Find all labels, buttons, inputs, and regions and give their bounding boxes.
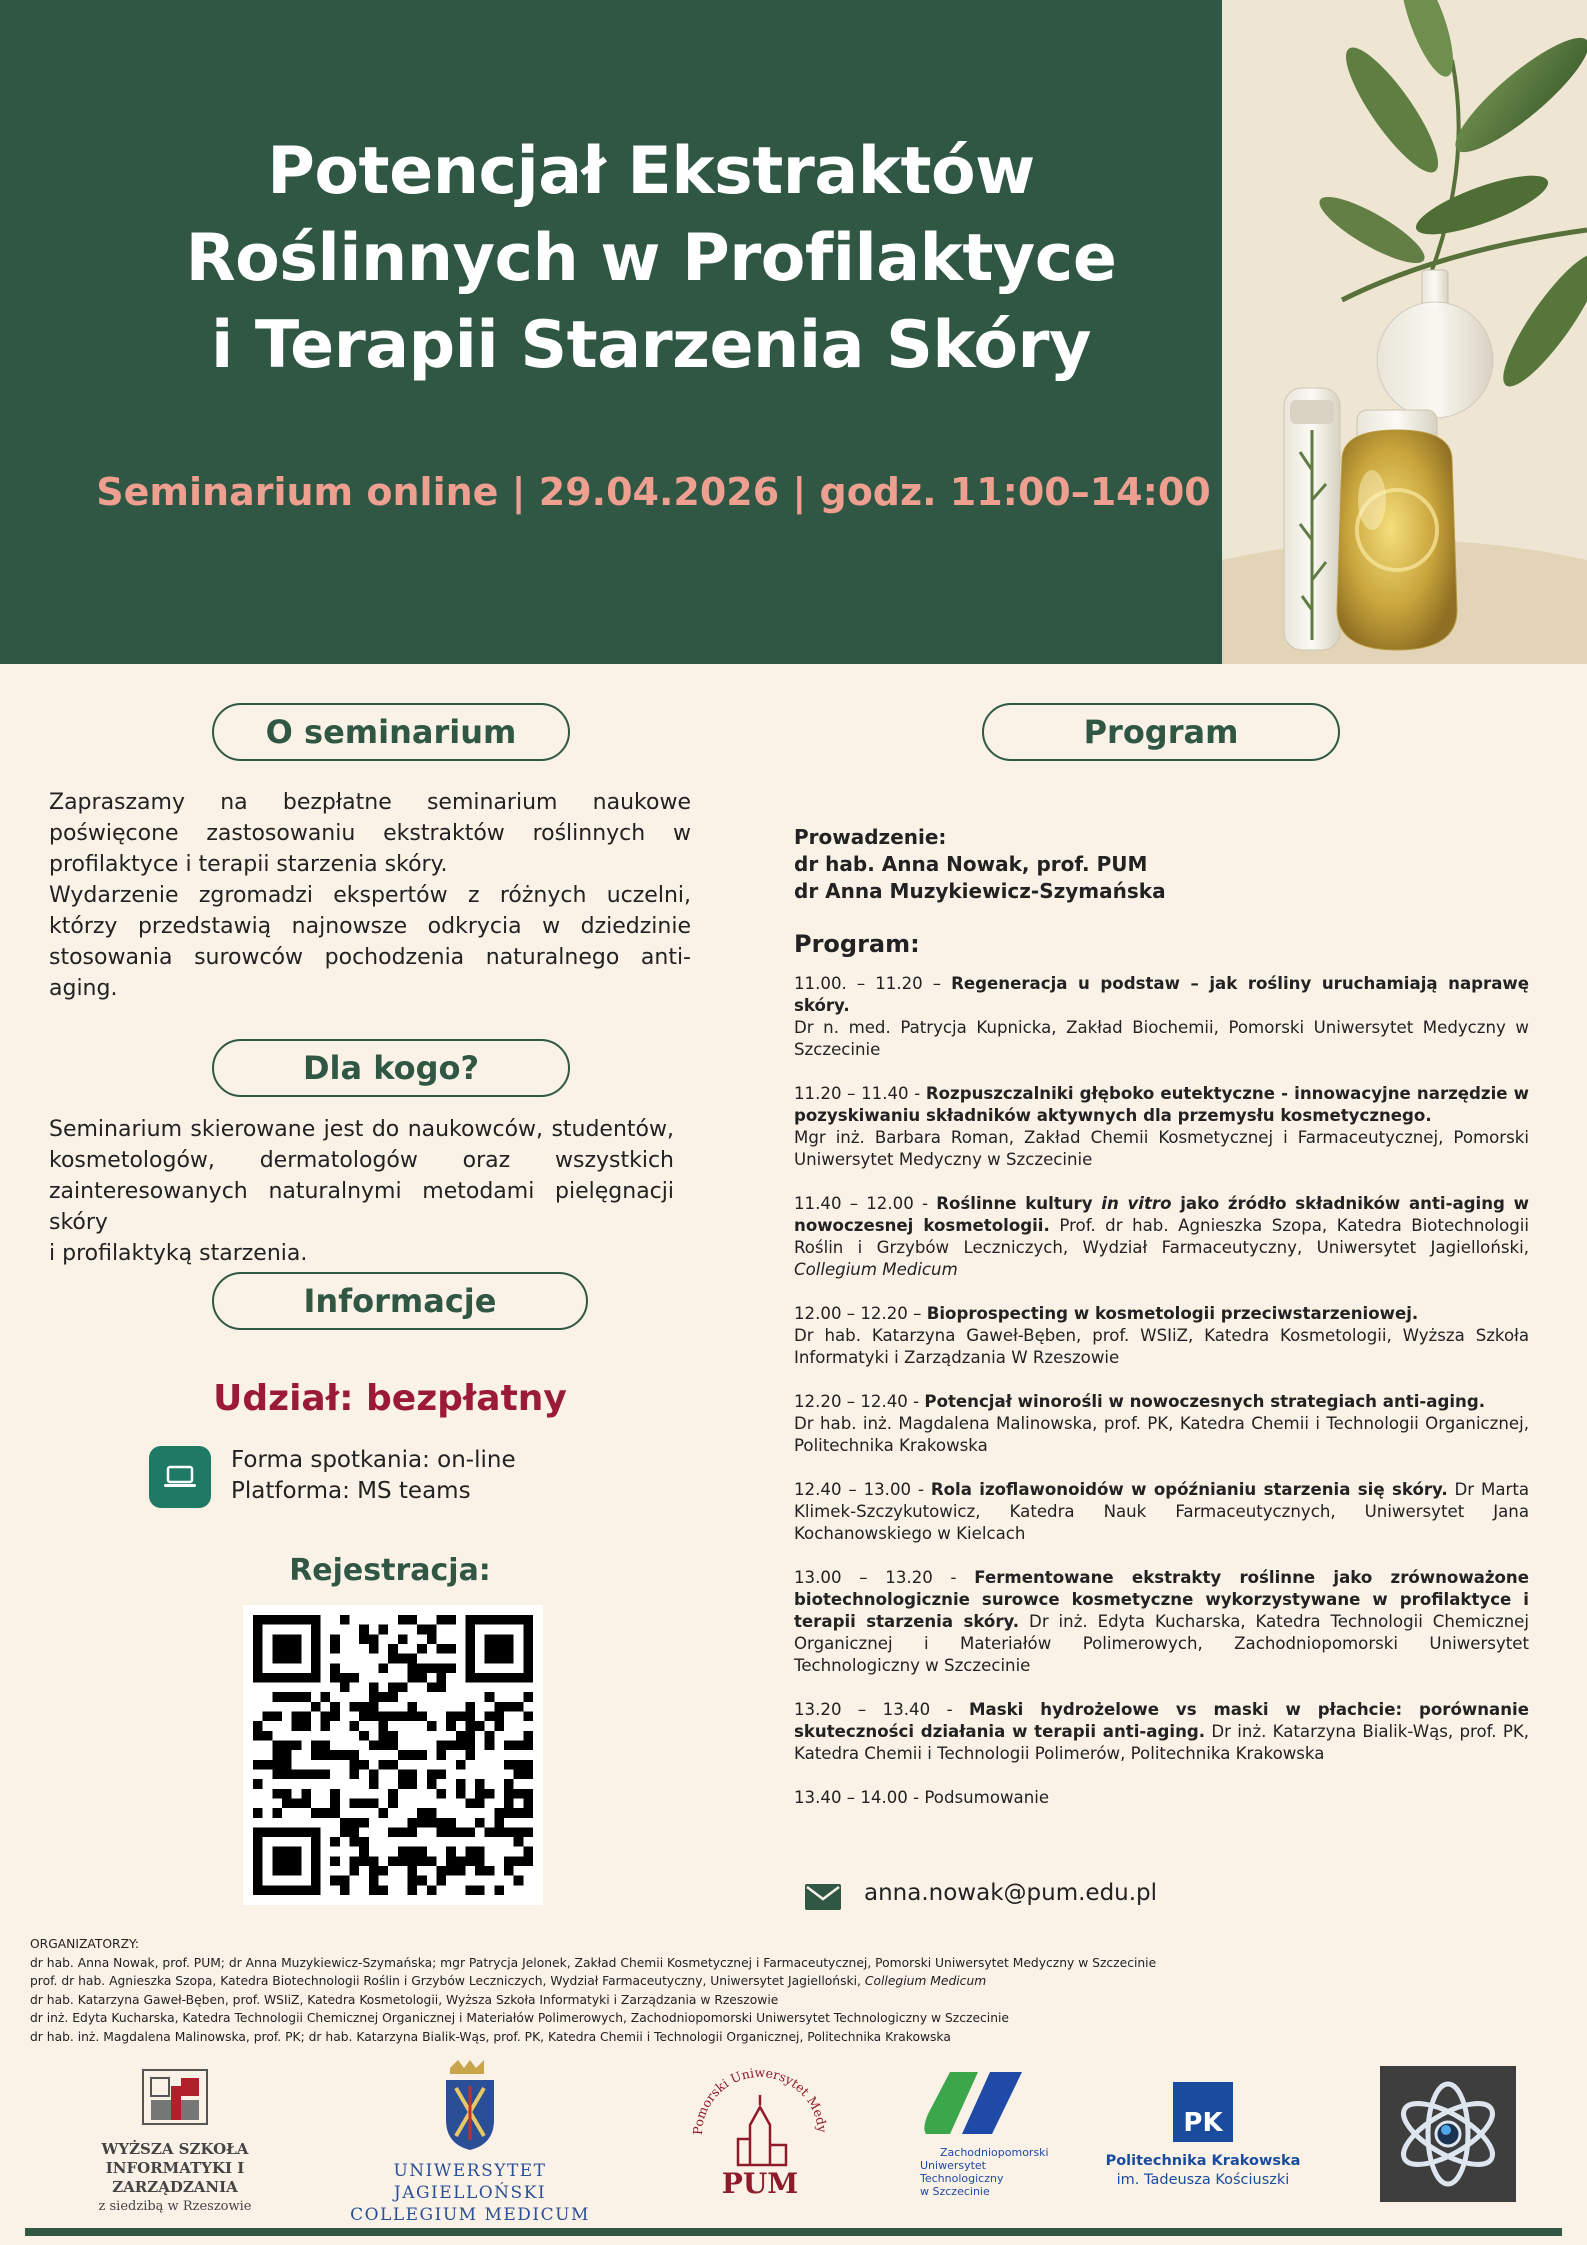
qr-code[interactable] — [243, 1605, 543, 1905]
lead-person-1: dr hab. Anna Nowak, prof. PUM — [794, 852, 1148, 876]
program-item-speaker: Dr Marta Klimek-Szczykutowicz, Katedra Nauk Farmaceutycznych, Uniwersytet Jana Kochanowskiego w Kielcach — [794, 1480, 1529, 1543]
registration-label: Rejestracja: — [289, 1553, 491, 1588]
header-banner — [0, 0, 1222, 664]
program-item-speaker: Mgr inż. Barbara Roman, Zakład Chemii Kosmetycznej i Farmaceutycznej, Pomorski Uniwersytet Medyczny w Szczecinie — [794, 1128, 1529, 1169]
program-item-speaker-italic: Collegium Medicum — [794, 1260, 958, 1279]
about-text — [49, 787, 691, 1004]
program-item — [794, 1391, 1529, 1457]
pk-mark-icon — [1173, 2082, 1233, 2142]
audience-paragraph-1: Seminarium skierowane jest do naukowców, studentów, kosmetologów, dermatologów oraz wszystkich zainteresowanych naturalnymi metodami pielęgnacji skóry — [49, 1117, 674, 1235]
pk-name-1: Politechnika Krakowska — [1105, 2153, 1301, 2169]
participation-free: Udział: bezpłatny — [213, 1378, 567, 1419]
program-item-title: Fermentowane ekstrakty roślinne jako zrównoważone biotechnologicznie surowce kosmetyczne wykorzystywane w profilaktyce i terapii starzenia skóry. — [794, 1568, 1529, 1631]
meeting-form: Forma spotkania: on-line — [231, 1447, 516, 1473]
laptop-icon — [149, 1446, 211, 1508]
program-section — [794, 824, 1529, 1831]
program-item-speaker: Dr inż. Edyta Kucharska, Katedra Technologii Chemicznej Organicznej i Materiałów Polimerowych, Zachodniopomorski Uniwersytet Technologiczny w Szczecinie — [794, 1612, 1529, 1675]
program-item-speaker: Prof. dr hab. Agnieszka Szopa, Katedra Biotechnologii Roślin i Grzybów Leczniczych, Wydział Farmaceutyczny, Uniwersytet Jagielloński, — [794, 1216, 1529, 1257]
organizer-line-italic: Collegium Medicum — [864, 1974, 987, 1988]
wsiz-logo — [55, 2066, 295, 2214]
program-item-title: Potencjał winorośli w nowoczesnych strategiach anti-aging. — [924, 1392, 1486, 1411]
bottom-divider — [25, 2228, 1562, 2236]
zut-mark-icon — [920, 2068, 1030, 2138]
program-item-title: Bioprospecting w kosmetologii przeciwstarzeniowej. — [926, 1304, 1419, 1323]
lead-person-2: dr Anna Muzykiewicz-Szymańska — [794, 879, 1166, 903]
envelope-icon — [805, 1884, 841, 1910]
program-item-summary: 13.40 – 14.00 - Podsumowanie — [794, 1788, 1050, 1807]
title-line-1: Potencjał Ekstraktów — [267, 134, 1035, 209]
about-paragraph-1: Zapraszamy na bezpłatne seminarium naukowe poświęcone zastosowaniu ekstraktów roślinnych w profilaktyce i terapii starzenia skóry. — [49, 790, 691, 877]
uj-cm-name: COLLEGIUM MEDICUM — [350, 2205, 590, 2225]
program-item-title: Rozpuszczalniki głęboko eutektyczne - innowacyjne narzędzie w pozyskiwaniu składników aktywnych dla przemysłu kosmetycznego. — [794, 1084, 1529, 1125]
title-line-2: Roślinnych w Profilaktyce — [185, 221, 1117, 296]
program-heading-label: Program — [1083, 713, 1239, 751]
about-paragraph-2: Wydarzenie zgromadzi ekspertów z różnych uczelni, którzy przedstawią najnowsze odkrycia w dziedzinie stosowania surowców pochodzenia naturalnego anti-aging. — [49, 883, 691, 1001]
uj-shield-icon — [320, 2060, 620, 2150]
program-item — [794, 973, 1529, 1061]
qr-code-image[interactable] — [253, 1615, 533, 1895]
audience-heading — [212, 1039, 570, 1097]
organizer-line: dr hab. Katarzyna Gaweł-Bęben, prof. WSIiZ, Katedra Kosmetologii, Wyższa Szkoła Informatyki i Zarządzania w Rzeszowie — [30, 1992, 779, 2007]
atom-logo-icon — [1380, 2066, 1516, 2202]
organizer-line-text: prof. dr hab. Agnieszka Szopa, Katedra Biotechnologii Roślin i Grzybów Leczniczych, Wydział Farmaceutyczny, Uniwersytet Jagielloński, — [30, 1974, 865, 1988]
program-item-time: 12.00 – 12.20 – — [794, 1304, 927, 1323]
program-item-time: 11.20 – 11.40 - — [794, 1084, 926, 1103]
wsiz-name-1: WYŻSZA SZKOŁA — [101, 2140, 249, 2158]
organizer-line — [30, 1972, 1530, 1991]
organizer-line: dr hab. inż. Magdalena Malinowska, prof. PK; dr hab. Katarzyna Bialik-Wąs, prof. PK, Katedra Chemii i Technologii Organicznej, Politechnika Krakowska — [30, 2029, 951, 2044]
organizer-line: dr inż. Edyta Kucharska, Katedra Technologii Chemicznej Organicznej i Materiałów Polimerowych, Zachodniopomorski Uniwersytet Technologiczny w Szczecinie — [30, 2011, 1009, 2025]
program-item-time: 11.40 – 12.00 - — [794, 1194, 937, 1213]
pum-ring-text: Pomorski Uniwersytet Medy — [689, 2064, 831, 2136]
program-item-time: 12.20 – 12.40 - — [794, 1392, 925, 1411]
page-title — [20, 128, 1282, 389]
wsiz-name-3: z siedzibą w Rzeszowie — [98, 2199, 252, 2214]
pk-logo — [1103, 2082, 1303, 2192]
audience-text — [49, 1114, 691, 1269]
zut-name-3: Technologiczny — [920, 2172, 1004, 2185]
program-item-title-cont: jako źródło składników anti-aging w nowoczesnej kosmetologii. — [794, 1194, 1529, 1235]
program-item-title: Roślinne kultury — [936, 1194, 1102, 1213]
meeting-info — [231, 1445, 516, 1507]
pum-emblem-icon — [680, 2055, 840, 2215]
organizers-label: ORGANIZATORZY: — [30, 1937, 140, 1951]
program-item-time: 12.40 – 13.00 - — [794, 1480, 931, 1499]
program-item — [794, 1193, 1529, 1281]
uj-name: UNIWERSYTET JAGIELLOŃSKI — [393, 2161, 547, 2203]
program-item-title: Maski hydrożelowe vs maski w płachcie: porównanie skuteczności działania w terapii anti-aging. — [794, 1700, 1529, 1741]
wsiz-name-2: INFORMATYKI I ZARZĄDZANIA — [105, 2159, 245, 2196]
header-photo — [1222, 0, 1587, 664]
program-item — [794, 1699, 1529, 1765]
program-item-speaker: Dr n. med. Patrycja Kupnicka, Zakład Biochemii, Pomorski Uniwersytet Medyczny w Szczecinie — [794, 1018, 1529, 1059]
zut-name-2: Uniwersytet — [920, 2159, 986, 2172]
program-list-heading: Program: — [794, 930, 920, 958]
program-item-title: Rola izoflawonoidów w opóźnianiu starzenia się skóry. — [930, 1480, 1448, 1499]
zut-logo — [920, 2068, 1080, 2213]
program-item-speaker: Dr hab. Katarzyna Gaweł-Bęben, prof. WSIiZ, Katedra Kosmetologii, Wyższa Szkoła Informatyki i Zarządzania W Rzeszowie — [794, 1326, 1529, 1367]
program-item-title-italic: in vitro — [1101, 1194, 1172, 1213]
organizers-list — [30, 1935, 1530, 2046]
pum-logo — [680, 2055, 840, 2215]
zut-name-4: w Szczecinie — [920, 2185, 990, 2198]
program-item-title: Regeneracja u podstaw – jak rośliny uruchamiają naprawę skóry. — [794, 974, 1529, 1015]
program-item — [794, 1567, 1529, 1677]
wsiz-crest-icon — [55, 2066, 295, 2128]
lead-label: Prowadzenie: — [794, 825, 947, 849]
uj-cm-logo — [320, 2060, 620, 2225]
info-heading — [212, 1272, 588, 1330]
program-item — [794, 1083, 1529, 1171]
title-line-3: i Terapii Starzenia Skóry — [211, 308, 1091, 383]
pk-name-2: im. Tadeusza Kościuszki — [1116, 2172, 1290, 2188]
program-item — [794, 1787, 1529, 1809]
botanical-bottles-image — [1222, 0, 1587, 664]
program-item-speaker: Dr inż. Katarzyna Bialik-Wąs, prof. PK, Katedra Chemii i Technologii Polimerów, Politechnika Krakowska — [794, 1722, 1529, 1763]
audience-paragraph-2: i profilaktyką starzenia. — [49, 1241, 308, 1266]
program-item-time: 13.00 – 13.20 - — [794, 1568, 975, 1587]
svg-text:Pomorski Uniwersytet Medyczny — [680, 2055, 830, 2135]
contact-email[interactable]: anna.nowak@pum.edu.pl — [864, 1880, 1158, 1906]
program-item — [794, 1479, 1529, 1545]
info-heading-label: Informacje — [303, 1282, 497, 1320]
program-item-speaker: Dr hab. inż. Magdalena Malinowska, prof. PK, Katedra Chemii i Technologii Organicznej, Politechnika Krakowska — [794, 1414, 1529, 1455]
program-item-time: 11.00. – 11.20 – — [794, 974, 952, 993]
about-heading — [212, 703, 570, 761]
zut-name-1: Zachodniopomorski — [940, 2146, 1049, 2159]
pum-short-name: PUM — [721, 2167, 799, 2200]
event-subtitle: Seminarium online | 29.04.2026 | godz. 11:00–14:00 — [96, 470, 1211, 514]
audience-heading-label: Dla kogo? — [302, 1049, 480, 1087]
meeting-platform: Platforma: MS teams — [231, 1478, 471, 1504]
pk-mark-text: PK — [1183, 2108, 1223, 2138]
program-item — [794, 1303, 1529, 1369]
program-item-time: 13.20 – 13.40 - — [794, 1700, 970, 1719]
program-heading — [982, 703, 1340, 761]
organizer-line: dr hab. Anna Nowak, prof. PUM; dr Anna Muzykiewicz-Szymańska; mgr Patrycja Jelonek, Zakład Chemii Kosmetycznej i Farmaceutycznej, Pomorski Uniwersytet Medyczny w Szczecinie — [30, 1955, 1157, 1970]
about-heading-label: O seminarium — [265, 713, 517, 751]
